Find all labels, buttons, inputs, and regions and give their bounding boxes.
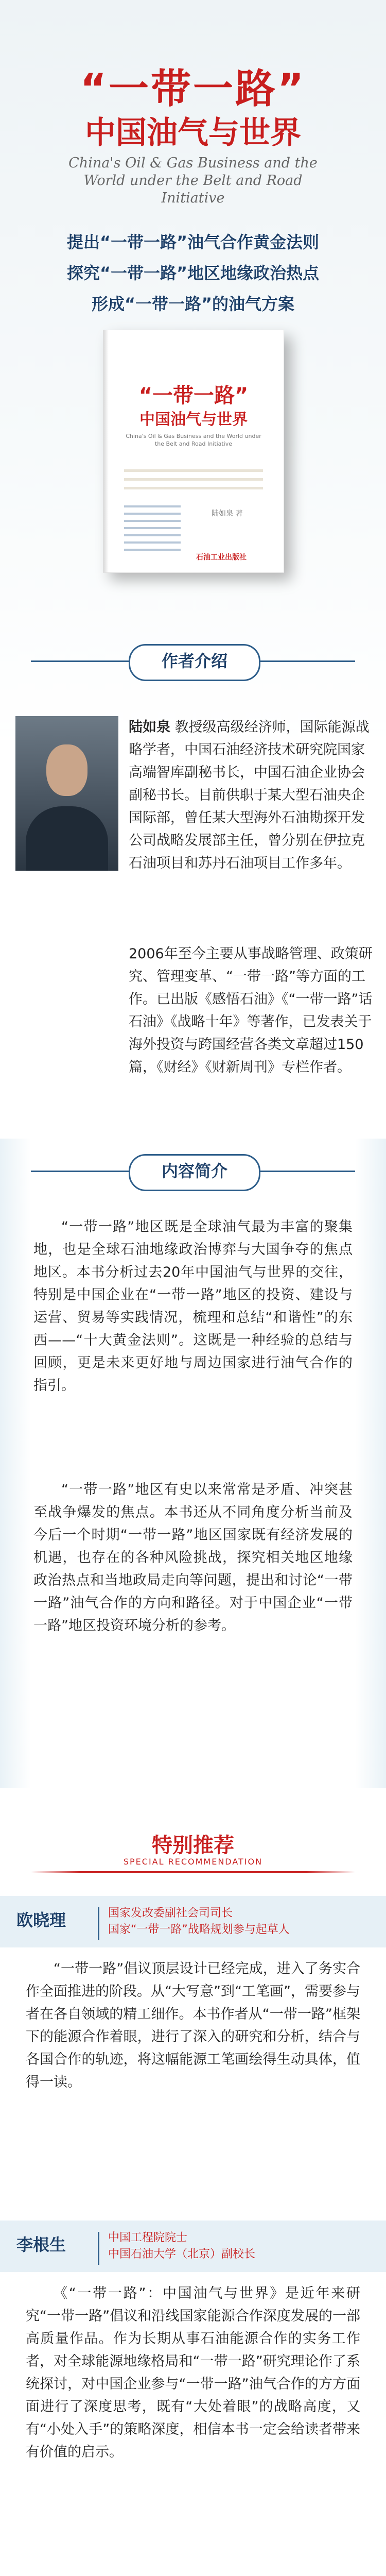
book-decor-lines — [124, 469, 263, 496]
author-name: 陆如泉 — [129, 719, 170, 735]
intro-paragraph-1: “一带一路”地区既是全球油气最为丰富的聚集地，也是全球石油地缘政治博弈与大国争夺的焦点地区。本书分析过去20年中国油气与世界的交往，特别是中国企业在“一带一路”地区的投资、建设与运营、贸易等实践情况，梳理和总结“和谐性”的东西——“十大黄金法则”。这既是一种经验的总结与回顾，更是未来更好地与周边国家进行油气合作的指引。 — [33, 1219, 353, 1394]
recommendation-text: “一带一路”倡议顶层设计已经完成，进入了务实合作全面推进的阶段。从“大写意”到“工笔画”，需要参与者在各自领域的精工细作。本书作者从“一带一路”框架下的能源合作着眼，进行了深入的研究和分析，结合与各国合作的轨迹，将这幅能源工笔画绘得生动具体，值得一读。 — [26, 1961, 360, 2090]
recommendation-title-en: SPECIAL RECOMMENDATION — [123, 1857, 263, 1867]
recommender-roles — [108, 1905, 371, 1938]
recommendation-rule — [31, 1871, 355, 1873]
recommender-divider — [98, 1907, 99, 1940]
book-spine — [103, 330, 109, 572]
divider-line-left — [31, 660, 129, 662]
book-cover — [103, 330, 284, 573]
author-bio-1 — [129, 716, 376, 875]
tagline-2: 探究“一带一路”地区地缘政治热点 — [66, 263, 320, 283]
book-author: 陆如泉 著 — [212, 510, 243, 518]
recommender-role: 中国石油大学（北京）副校长 — [108, 2248, 256, 2261]
book-title: “一带一路” — [138, 384, 249, 408]
tagline-3: 形成“一带一路”的油气方案 — [91, 294, 295, 314]
book-subtitle: 中国油气与世界 — [139, 411, 248, 429]
author-section — [0, 644, 386, 1133]
main-title: “一带一路” — [80, 66, 306, 112]
author-photo — [15, 716, 118, 871]
taglines — [0, 227, 386, 319]
intro-section — [0, 1139, 386, 1783]
author-bio-2: 2006年至今主要从事战略管理、政策研究、管理变革、“一带一路”等方面的工作。已出版《感悟石油》《“一带一路”话石油》《战略十年》等著作，已发表关于海外投资与跨国经营各类文章超过150篇，《财经》《财新周刊》专栏作者。 — [129, 946, 373, 1075]
intro-heading: 内容简介 — [129, 1154, 260, 1191]
header — [0, 0, 386, 747]
recommender-divider — [98, 2232, 99, 2265]
book-english-title: China's Oil & Gas Business and the World under the Belt and Road Initiative — [126, 433, 261, 447]
recommendation-section — [0, 1814, 386, 2576]
recommender-name: 李根生 — [16, 2235, 66, 2255]
book-contents-list — [124, 505, 181, 556]
recommendation-title: 特别推荐 — [152, 1834, 234, 1857]
divider-line-left — [31, 1171, 129, 1172]
recommendation-item — [0, 1896, 386, 2184]
recommender-name: 欧晓理 — [16, 1910, 66, 1930]
recommender-role: 中国工程院院士 — [108, 2231, 188, 2244]
english-title: China's Oil & Gas Business and the World under the Belt and Road Initiative — [68, 155, 318, 206]
divider-line-right — [257, 1171, 355, 1172]
tagline-1: 提出“一带一路”油气合作黄金法则 — [66, 232, 320, 252]
author-heading: 作者介绍 — [129, 644, 260, 681]
recommender-roles — [108, 2230, 371, 2263]
recommender-role: 国家“一带一路”战略规划参与起草人 — [108, 1923, 290, 1936]
author-bio-1-text: 教授级高级经济师，国际能源战略学者，中国石油经济技术研究院国家高端智库副秘书长，中国石油企业协会副秘书长。目前供职于某大型石油央企国际部，曾任某大型海外石油勘探开发公司战略发展部主任，曾分别在伊拉克石油项目和苏丹石油项目工作多年。 — [129, 719, 370, 871]
recommendation-text: 《“一带一路”：中国油气与世界》是近年来研究“一带一路”倡议和沿线国家能源合作深度发展的一部高质量作品。作为长期从事石油能源合作的实务工作者，对全球能源地缘格局和“一带一路”研究理论作了系统探讨，对中国企业参与“一带一路”油气合作的方方面面进行了深度思考，既有“大处着眼”的战略高度，又有“小处入手”的策略深度，相信本书一定会给读者带来有价值的启示。 — [26, 2285, 360, 2460]
divider-line-right — [257, 660, 355, 662]
sub-title: 中国油气与世界 — [85, 115, 301, 151]
recommender-role: 国家发改委副社会司司长 — [108, 1907, 233, 1920]
recommendation-item — [0, 2221, 386, 2540]
intro-paragraph-2: “一带一路”地区有史以来常常是矛盾、冲突甚至战争爆发的焦点。本书还从不同角度分析当前及今后一个时期“一带一路”地区国家既有经济发展的机遇，也存在的各种风险挑战，探究相关地区地缘政治热点和当地政局走向等问题，提出和讨论“一带一路”油气合作的方向和路径。对于中国企业“一带一路”地区投资环境分析的参考。 — [33, 1482, 353, 1634]
book-publisher: 石油工业出版社 — [196, 553, 247, 562]
